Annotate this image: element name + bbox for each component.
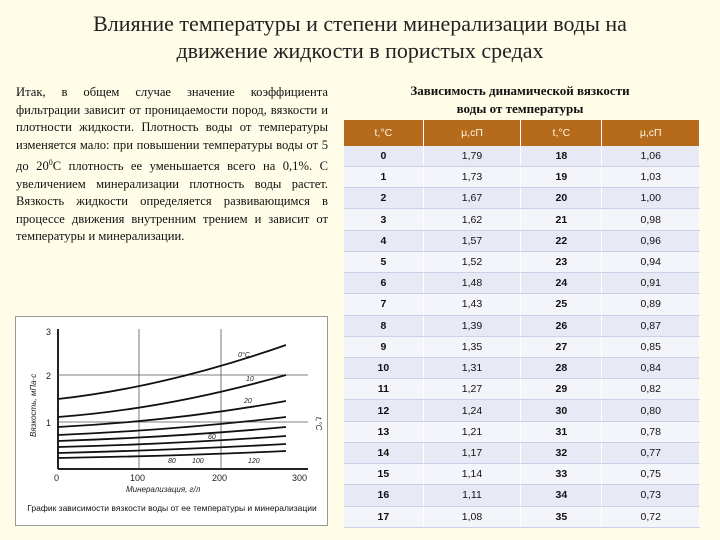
table-row <box>344 357 700 378</box>
cell-visc-2: 1,00 <box>602 188 700 209</box>
x-tick-200: 200 <box>212 473 228 483</box>
table-row <box>344 294 700 315</box>
table-row <box>344 315 700 336</box>
curve-40c <box>58 417 286 435</box>
cell-visc-1: 1,24 <box>423 400 521 421</box>
cell-temp-2: 19 <box>521 167 602 188</box>
header-visc-1: μ,сП <box>423 120 521 146</box>
table-row <box>344 273 700 294</box>
cell-temp-2: 34 <box>521 485 602 506</box>
cell-temp-2: 26 <box>521 315 602 336</box>
curve-0c <box>58 345 286 399</box>
table-row <box>344 146 700 167</box>
cell-visc-2: 0,75 <box>602 464 700 485</box>
cell-temp-2: 21 <box>521 209 602 230</box>
curve-label-10: 10 <box>246 376 254 383</box>
cell-visc-2: 0,78 <box>602 421 700 442</box>
cell-visc-1: 1,17 <box>423 442 521 463</box>
cell-temp-1: 15 <box>344 464 423 485</box>
y-axis-label: Вязкость, мПа·с <box>29 373 38 437</box>
cell-temp-2: 18 <box>521 146 602 167</box>
cell-temp-2: 24 <box>521 273 602 294</box>
cell-visc-2: 0,77 <box>602 442 700 463</box>
cell-visc-2: 1,03 <box>602 167 700 188</box>
cell-visc-1: 1,48 <box>423 273 521 294</box>
cell-temp-1: 1 <box>344 167 423 188</box>
cell-temp-2: 35 <box>521 506 602 527</box>
cell-visc-2: 1,06 <box>602 146 700 167</box>
cell-visc-2: 0,73 <box>602 485 700 506</box>
cell-temp-1: 7 <box>344 294 423 315</box>
cell-visc-1: 1,27 <box>423 379 521 400</box>
cell-visc-1: 1,67 <box>423 188 521 209</box>
cell-temp-2: 23 <box>521 251 602 272</box>
cell-visc-2: 0,94 <box>602 251 700 272</box>
curve-label-60: 60 <box>208 434 216 441</box>
cell-temp-1: 16 <box>344 485 423 506</box>
cell-visc-2: 0,82 <box>602 379 700 400</box>
y-tick-2: 2 <box>46 371 52 381</box>
cell-temp-2: 27 <box>521 336 602 357</box>
cell-visc-1: 1,39 <box>423 315 521 336</box>
table-row <box>344 464 700 485</box>
x-tick-0: 0 <box>54 473 60 483</box>
cell-visc-1: 1,52 <box>423 251 521 272</box>
cell-temp-1: 17 <box>344 506 423 527</box>
right-temp-label: t,°C <box>314 417 323 431</box>
slide-title-line-2: движение жидкости в пористых средах <box>176 38 544 63</box>
cell-visc-1: 1,11 <box>423 485 521 506</box>
cell-temp-1: 11 <box>344 379 423 400</box>
cell-visc-1: 1,35 <box>423 336 521 357</box>
table-row <box>344 336 700 357</box>
y-tick-3: 3 <box>46 327 52 337</box>
table-row <box>344 188 700 209</box>
table-row <box>344 400 700 421</box>
table-row <box>344 167 700 188</box>
paragraph-text-post: С плотность ее уменьшается всего на 0,1%. С увеличением минерализации плотность воды растет. Вязкость жидкости определяется развивающимся в процессе движения внутренним трением и зависит от температуры и минерализации. <box>16 159 328 244</box>
cell-visc-1: 1,79 <box>423 146 521 167</box>
curve-label-100: 100 <box>192 458 204 465</box>
cell-temp-1: 12 <box>344 400 423 421</box>
cell-visc-1: 1,21 <box>423 421 521 442</box>
cell-temp-2: 32 <box>521 442 602 463</box>
cell-temp-2: 33 <box>521 464 602 485</box>
table-row <box>344 442 700 463</box>
cell-temp-1: 0 <box>344 146 423 167</box>
cell-visc-1: 1,62 <box>423 209 521 230</box>
slide-title-line-1: Влияние температуры и степени минерализации воды на <box>93 11 627 36</box>
viscosity-graph-figure <box>15 316 328 526</box>
slide-title <box>20 10 700 64</box>
cell-visc-1: 1,43 <box>423 294 521 315</box>
cell-temp-1: 4 <box>344 230 423 251</box>
cell-temp-1: 14 <box>344 442 423 463</box>
cell-temp-1: 3 <box>344 209 423 230</box>
cell-temp-1: 2 <box>344 188 423 209</box>
table-row <box>344 209 700 230</box>
cell-visc-2: 0,96 <box>602 230 700 251</box>
cell-temp-2: 28 <box>521 357 602 378</box>
cell-temp-1: 9 <box>344 336 423 357</box>
viscosity-graph <box>16 317 327 497</box>
degree-superscript: 0 <box>48 158 53 167</box>
cell-temp-1: 5 <box>344 251 423 272</box>
table-row <box>344 379 700 400</box>
table-header-row <box>344 120 700 146</box>
y-tick-1: 1 <box>46 418 52 428</box>
x-tick-300: 300 <box>292 473 308 483</box>
header-temp-2: t,°C <box>521 120 602 146</box>
cell-temp-2: 20 <box>521 188 602 209</box>
cell-temp-1: 6 <box>344 273 423 294</box>
table-row <box>344 485 700 506</box>
cell-visc-1: 1,57 <box>423 230 521 251</box>
cell-temp-2: 31 <box>521 421 602 442</box>
cell-visc-2: 0,98 <box>602 209 700 230</box>
x-tick-100: 100 <box>130 473 146 483</box>
viscosity-table <box>344 120 700 528</box>
cell-temp-1: 8 <box>344 315 423 336</box>
cell-visc-1: 1,08 <box>423 506 521 527</box>
cell-visc-2: 0,80 <box>602 400 700 421</box>
paragraph-text-pre: Итак, в общем случае значение коэффициента фильтрации зависит от проницаемости пород, вязкости и плотности жидкости. Плотность воды от температуры изменяется мало: при повышении температуры воды от 5 до 20 <box>16 85 328 174</box>
cell-visc-1: 1,14 <box>423 464 521 485</box>
cell-temp-2: 22 <box>521 230 602 251</box>
curve-label-80: 80 <box>168 458 176 465</box>
cell-visc-2: 0,85 <box>602 336 700 357</box>
cell-visc-2: 0,91 <box>602 273 700 294</box>
body-paragraph <box>16 84 328 246</box>
curve-label-0c: 0°C <box>238 352 250 359</box>
table-row <box>344 251 700 272</box>
cell-visc-2: 0,72 <box>602 506 700 527</box>
table-title <box>350 82 690 118</box>
table-row <box>344 230 700 251</box>
cell-visc-1: 1,73 <box>423 167 521 188</box>
cell-temp-2: 29 <box>521 379 602 400</box>
table-title-line-1: Зависимость динамической вязкости <box>410 83 630 98</box>
cell-visc-2: 0,84 <box>602 357 700 378</box>
table-row <box>344 506 700 527</box>
table-row <box>344 421 700 442</box>
cell-temp-1: 13 <box>344 421 423 442</box>
table-title-line-2: воды от температуры <box>456 101 584 116</box>
cell-temp-2: 30 <box>521 400 602 421</box>
curve-label-20: 20 <box>244 398 252 405</box>
cell-visc-1: 1,31 <box>423 357 521 378</box>
header-temp-1: t,°C <box>344 120 423 146</box>
cell-visc-2: 0,89 <box>602 294 700 315</box>
x-axis-label: Минерализация, г/л <box>126 485 201 494</box>
header-visc-2: μ,сП <box>602 120 700 146</box>
curve-label-120: 120 <box>248 458 260 465</box>
cell-temp-1: 10 <box>344 357 423 378</box>
cell-temp-2: 25 <box>521 294 602 315</box>
figure-caption: График зависимости вязкости воды от ее температуры и минерализации <box>27 503 317 513</box>
cell-visc-2: 0,87 <box>602 315 700 336</box>
